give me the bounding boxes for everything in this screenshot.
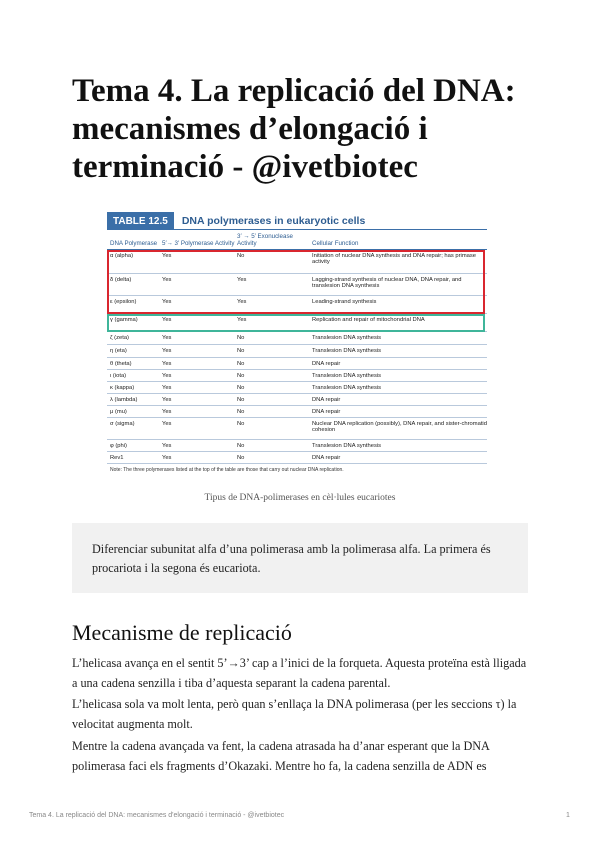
paragraph-cadena-atrasada: Mentre la cadena avançada va fent, la cadena atrasada ha d’anar esperant que la DNA polimerasa faci els fragments d’Okazaki. Mentre ho fa, la cadena senzilla de ADN es <box>72 739 490 773</box>
callout-note: Diferenciar subunitat alfa d’una polimerasa amb la polimerasa alfa. La primera és procariota i la segona és eucariota. <box>72 523 528 593</box>
cell-exonuclease-activity: Yes <box>237 317 247 323</box>
table-body <box>107 250 487 464</box>
figure-caption: Tipus de DNA-polimerases en cèl·lules eucariotes <box>204 493 396 503</box>
cell-function: DNA repair <box>312 409 341 415</box>
table-row <box>107 332 487 345</box>
table-row <box>107 370 487 382</box>
cell-function: Translesion DNA synthesis <box>312 335 382 341</box>
cell-polymerase: θ (theta) <box>110 361 132 367</box>
table-row <box>107 314 487 332</box>
table-row <box>107 452 487 464</box>
table-row <box>107 345 487 358</box>
table-row <box>107 394 487 406</box>
cell-polymerase: η (eta) <box>110 348 127 354</box>
cell-function: Initiation of nuclear DNA synthesis and DNA repair; has primase activity <box>312 253 477 265</box>
cell-exonuclease-activity: No <box>237 409 245 415</box>
cell-polymerase-activity: Yes <box>162 455 172 461</box>
cell-function: Translesion DNA synthesis <box>312 348 382 354</box>
cell-polymerase: δ (delta) <box>110 277 132 283</box>
table-row <box>107 296 487 314</box>
cell-function: Lagging-strand synthesis of nuclear DNA, DNA repair, and translesion DNA synthesis <box>312 277 462 289</box>
cell-function: Nuclear DNA replication (possibly), DNA repair, and sister-chromatid cohesion <box>312 421 487 433</box>
page-title: Tema 4. La replicació del DNA: mecanismes d’elongació i terminació - @ivetbiotec <box>72 73 516 185</box>
cell-polymerase: ι (iota) <box>110 373 127 379</box>
cell-polymerase-activity: Yes <box>162 299 172 305</box>
cell-function: Leading-strand synthesis <box>312 299 377 305</box>
header-polymerase: DNA Polymerase <box>110 240 158 247</box>
section-title: Mecanisme de replicació <box>72 620 292 645</box>
cell-polymerase-activity: Yes <box>162 373 172 379</box>
page-number: 1 <box>566 812 570 819</box>
cell-polymerase-activity: Yes <box>162 443 172 449</box>
cell-exonuclease-activity: Yes <box>237 277 247 283</box>
cell-function: DNA repair <box>312 397 341 403</box>
table-row <box>107 382 487 394</box>
cell-polymerase: α (alpha) <box>110 253 134 259</box>
header-cellular-function: Cellular Function <box>312 240 359 247</box>
header-polymerase-activity: 5′→ 3′ Polymerase Activity <box>162 240 235 247</box>
cell-polymerase-activity: Yes <box>162 409 172 415</box>
cell-polymerase-activity: Yes <box>162 385 172 391</box>
cell-polymerase-activity: Yes <box>162 253 172 259</box>
cell-polymerase-activity: Yes <box>162 361 172 367</box>
cell-polymerase: σ (sigma) <box>110 421 135 427</box>
cell-exonuclease-activity: No <box>237 253 245 259</box>
table-column-headers <box>107 230 487 250</box>
cell-polymerase: γ (gamma) <box>110 317 138 323</box>
cell-exonuclease-activity: No <box>237 397 245 403</box>
cell-polymerase: φ (phi) <box>110 443 127 449</box>
table-header-bar <box>107 212 487 230</box>
cell-polymerase: κ (kappa) <box>110 385 135 391</box>
paragraph-helicasa: L’helicasa avança en el sentit 5’→3’ cap a l’inici de la forqueta. Aquesta proteïna està lligada a una cadena senzilla i tiba d’aquesta separant la cadena parental. <box>72 656 527 690</box>
header-exonuclease-activity: 3′ → 5′ Exonuclease Activity <box>237 233 293 247</box>
table-row <box>107 440 487 452</box>
cell-exonuclease-activity: No <box>237 385 245 391</box>
cell-function: Translesion DNA synthesis <box>312 385 382 391</box>
cell-exonuclease-activity: No <box>237 443 245 449</box>
cell-polymerase-activity: Yes <box>162 335 172 341</box>
cell-function: DNA repair <box>312 361 341 367</box>
table-row <box>107 406 487 418</box>
cell-exonuclease-activity: No <box>237 373 245 379</box>
cell-function: Translesion DNA synthesis <box>312 373 382 379</box>
cell-polymerase-activity: Yes <box>162 421 172 427</box>
cell-function: Replication and repair of mitochondrial DNA <box>312 317 425 323</box>
table-row <box>107 358 487 370</box>
table-row <box>107 250 487 274</box>
table-title: DNA polymerases in eukaryotic cells <box>174 212 487 230</box>
cell-polymerase: λ (lambda) <box>110 397 138 403</box>
cell-polymerase-activity: Yes <box>162 317 172 323</box>
cell-polymerase-activity: Yes <box>162 277 172 283</box>
cell-polymerase-activity: Yes <box>162 348 172 354</box>
cell-exonuclease-activity: No <box>237 455 245 461</box>
cell-function: Translesion DNA synthesis <box>312 443 382 449</box>
cell-function: DNA repair <box>312 455 341 461</box>
cell-polymerase-activity: Yes <box>162 397 172 403</box>
table-label: TABLE 12.5 <box>107 212 174 230</box>
cell-polymerase: ζ (zeta) <box>110 335 129 341</box>
cell-polymerase: Rev1 <box>110 455 124 461</box>
cell-exonuclease-activity: No <box>237 348 245 354</box>
cell-polymerase: ε (epsilon) <box>110 299 137 305</box>
cell-exonuclease-activity: No <box>237 421 245 427</box>
table-note: Note: The three polymerases listed at the top of the table are those that carry out nuclear DNA replication. <box>110 467 344 473</box>
table-row <box>107 274 487 296</box>
dna-polymerase-table-figure <box>107 212 487 486</box>
cell-exonuclease-activity: Yes <box>237 299 247 305</box>
page-footer: Tema 4. La replicació del DNA: mecanismes d'elongació i terminació - @ivetbiotec <box>29 812 285 819</box>
cell-exonuclease-activity: No <box>237 361 245 367</box>
table-row <box>107 418 487 440</box>
cell-polymerase: μ (mu) <box>110 409 127 415</box>
cell-exonuclease-activity: No <box>237 335 245 341</box>
paragraph-velocitat: L’helicasa sola va molt lenta, però quan s’enllaça la DNA polimerasa (per les seccions τ) la velocitat augmenta molt. <box>72 697 517 731</box>
